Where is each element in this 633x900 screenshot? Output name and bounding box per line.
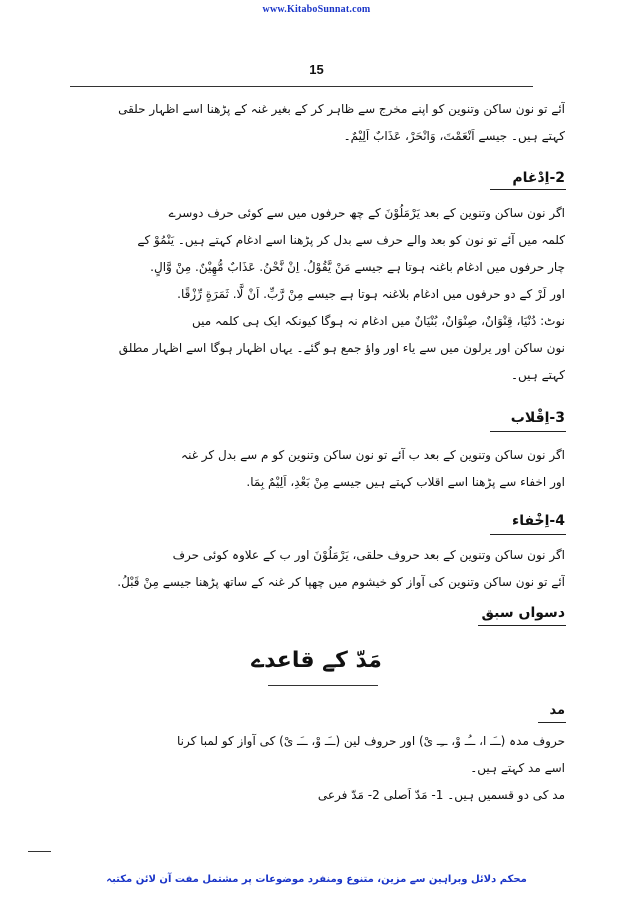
section-heading-idgham: 2-اِدْغام bbox=[512, 170, 565, 186]
heading-underline bbox=[490, 431, 566, 432]
text-line: نون ساکن اور یرلون میں سے یاء اور واؤ جمع ہو گئے۔ یہاں اظہار ہوگا اسے اظہار مطلق bbox=[118, 341, 565, 355]
footer-text: محکم دلائل وبراہین سے مزین، متنوع ومنفرد موضوعات پر مشتمل مفت آن لائن مکتبہ bbox=[106, 874, 527, 885]
lesson-label: دسواں سبق bbox=[481, 605, 565, 621]
text-line: آئے تو نون ساکن وتنوین کو اپنے مخرج سے ظاہر کر کے بغیر غنہ کے پڑھنا اسے اظہار حلقی bbox=[118, 102, 565, 116]
text-line: اگر نون ساکن وتنوین کے بعد حروف حلقی، يَرْمَلُوْنَ اور ب کے علاوہ کوئی حرف bbox=[172, 548, 565, 562]
lesson-underline bbox=[478, 625, 566, 626]
section-heading-madd: مد bbox=[549, 703, 565, 718]
text-line: مد کی دو قسمیں ہیں۔ 1- مَدّ اَصلی 2- مَدّ فرعی bbox=[317, 788, 565, 802]
footnote-rule bbox=[28, 851, 51, 852]
text-line: نوٹ: دُنْيَا، قِنْوَانٌ، صِنْوَانٌ، بُنْيَانٌ میں ادغام نہ ہوگا کیونکہ ایک ہی کلمہ میں bbox=[192, 314, 565, 328]
heading-underline bbox=[538, 722, 566, 723]
site-link[interactable]: www.KitaboSunnat.com bbox=[262, 4, 371, 15]
madd-paragraph bbox=[105, 728, 565, 809]
section-heading-iqlab: 3-اِقْلاب bbox=[510, 410, 565, 426]
text-line: آئے تو نون ساکن وتنوین کی آواز کو خیشوم میں چھپا کر غنہ کے ساتھ پڑھنا جیسے مِنْ قَبْلُ. bbox=[117, 575, 565, 589]
intro-paragraph bbox=[105, 96, 565, 150]
heading-underline bbox=[490, 189, 566, 190]
header-rule bbox=[70, 86, 533, 87]
text-line: چار حرفوں میں ادغام باغنہ ہوتا ہے جیسے مَنْ يَّقُوْلُ. اِنْ نَّحْنُ. عَذَابٌ مُّهِيْنٌ. مِنْ وَّالٍ. bbox=[150, 260, 565, 274]
idgham-paragraph bbox=[105, 200, 565, 389]
page-title: مَدّ کے قاعدے bbox=[251, 648, 382, 673]
section-heading-ikhfa: 4-اِخْفاء bbox=[512, 513, 565, 529]
text-line: اور لَرْ کے دو حرفوں میں ادغام بلاغنہ ہوتا ہے جیسے مِنْ رَّبِّ. اَنْ لَّا. ثَمَرَةٍ رِّزْقًا. bbox=[177, 287, 565, 301]
text-line: کلمہ میں آئے تو نون کو بعد والے حرف سے بدل کر پڑھنا اسے ادغام کہتے ہیں۔ يَنْمُوْ کے bbox=[137, 233, 565, 247]
text-line: اور اخفاء سے پڑھنا اسے اقلاب کہتے ہیں جیسے مِنْ بَعْدِ، اَلِيْمٌ بِمَا. bbox=[246, 475, 565, 489]
title-underline bbox=[268, 685, 378, 686]
heading-underline bbox=[490, 534, 566, 535]
text-line: اسے مد کہتے ہیں۔ bbox=[470, 761, 565, 775]
page-number: 15 bbox=[309, 62, 324, 77]
text-line: اگر نون ساکن وتنوین کے بعد يَرْمَلُوْنَ کے چھ حرفوں میں سے کوئی حرف دوسرے bbox=[168, 206, 565, 220]
text-line: کہتے ہیں۔ bbox=[510, 368, 565, 382]
text-line: حروف مدہ (ــَـ ا، ــُـ وْ، ــِـ یْ) اور حروف لین (ــَـ وْ، ــَـ یْ) کی آواز کو لمبا کرنا bbox=[177, 734, 565, 748]
ikhfa-paragraph bbox=[105, 542, 565, 596]
text-line: کہتے ہیں۔ جیسے اَنْعَمْتَ، وَانْحَرْ، عَذَابٌ اَلِيْمٌ۔ bbox=[343, 129, 565, 143]
text-line: اگر نون ساکن وتنوین کے بعد ب آئے تو نون ساکن وتنوین کو م سے بدل کر غنہ bbox=[181, 448, 565, 462]
iqlab-paragraph bbox=[105, 442, 565, 496]
